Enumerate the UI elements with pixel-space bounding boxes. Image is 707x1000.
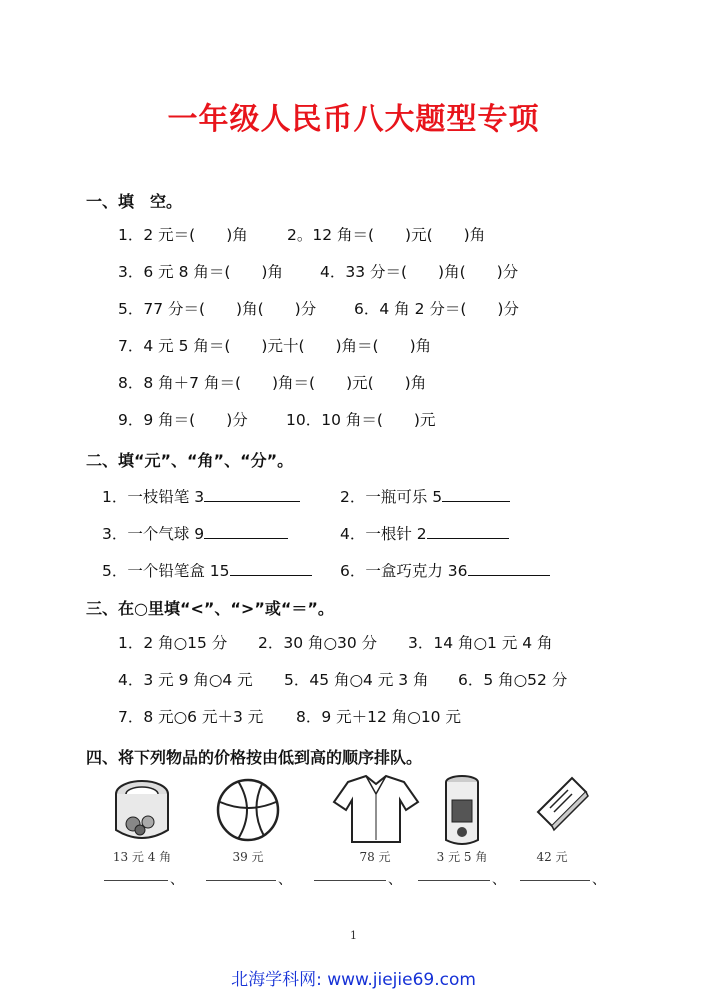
section-1-heading: 一、填 空。 xyxy=(86,192,183,211)
answer-blank[interactable] xyxy=(230,559,312,576)
question-3: 3．6 元 8 角＝( )角 xyxy=(118,263,283,281)
section-3-heading: 三、在○里填“<”、“>”或“＝”。 xyxy=(86,599,334,618)
item-price: 42 元 xyxy=(536,850,568,864)
unit-question-5: 5．一个铅笔盒 15 xyxy=(102,559,312,581)
question-6: 6．4 角 2 分＝( )分 xyxy=(354,300,519,318)
compare-question-8: 8．9 元＋12 角○10 元 xyxy=(296,708,461,726)
separator: 、 xyxy=(278,872,292,888)
item-price: 78 元 xyxy=(359,850,391,864)
item-price: 39 元 xyxy=(232,850,264,864)
unit-question-4: 4．一根针 2 xyxy=(340,522,509,544)
order-blank-3[interactable] xyxy=(314,880,386,881)
answer-blank[interactable] xyxy=(204,485,300,502)
item-drink-can xyxy=(436,772,540,902)
separator: 、 xyxy=(388,872,402,888)
question-2: 2。12 角＝( )元( )角 xyxy=(287,226,486,244)
compare-question-2: 2．30 角○30 分 xyxy=(258,634,378,652)
answer-blank[interactable] xyxy=(204,522,288,539)
question-10: 10．10 角＝( )元 xyxy=(286,411,436,429)
question-9: 9．9 角＝( )分 xyxy=(118,411,248,429)
question-4: 4．33 分＝( )角( )分 xyxy=(320,263,519,281)
pencil-box-icon xyxy=(532,772,632,848)
question-8: 8．8 角＋7 角＝( )角＝( )元( )角 xyxy=(118,374,427,392)
price-items xyxy=(100,772,620,902)
compare-question-1: 1．2 角○15 分 xyxy=(118,634,228,652)
unit-question-3: 3．一个气球 9 xyxy=(102,522,288,544)
item-shirt xyxy=(328,772,428,902)
unit-question-1: 1．一枝铅笔 3 xyxy=(102,485,300,507)
compare-question-3: 3．14 角○1 元 4 角 xyxy=(408,634,553,652)
item-price: 13 元 4 角 xyxy=(112,850,172,864)
compare-question-7: 7．8 元○6 元＋3 元 xyxy=(118,708,264,726)
separator: 、 xyxy=(492,872,506,888)
answer-blank[interactable] xyxy=(468,559,550,576)
order-blank-4[interactable] xyxy=(418,880,490,881)
unit-question-6: 6．一盒巧克力 36 xyxy=(340,559,550,581)
page-number: 1 xyxy=(350,929,357,942)
section-4-heading: 四、将下列物品的价格按由低到高的顺序排队。 xyxy=(86,748,423,767)
order-blank-5[interactable] xyxy=(520,880,590,881)
answer-blank[interactable] xyxy=(442,485,510,502)
separator: 、 xyxy=(592,872,606,888)
basketball-icon xyxy=(212,772,312,848)
answer-blank[interactable] xyxy=(427,522,509,539)
item-price: 3 元 5 角 xyxy=(436,850,488,864)
unit-question-2: 2．一瓶可乐 5 xyxy=(340,485,510,507)
order-blank-2[interactable] xyxy=(206,880,276,881)
question-7: 7．4 元 5 角＝( )元十( )角＝( )角 xyxy=(118,337,432,355)
footer-link[interactable]: 北海学科网: www.jiejie69.com xyxy=(231,970,476,990)
section-2-heading: 二、填“元”、“角”、“分”。 xyxy=(86,451,294,470)
drink-can-icon xyxy=(440,772,540,848)
question-5: 5．77 分＝( )角( )分 xyxy=(118,300,317,318)
compare-question-5: 5．45 角○4 元 3 角 xyxy=(284,671,429,689)
shirt-icon xyxy=(328,772,428,848)
separator: 、 xyxy=(170,872,184,888)
item-pencil-box xyxy=(532,772,632,902)
item-basketball xyxy=(212,772,312,902)
item-canned-fruit xyxy=(100,772,200,902)
order-blank-1[interactable] xyxy=(104,880,168,881)
compare-question-6: 6．5 角○52 分 xyxy=(458,671,568,689)
question-1: 1．2 元＝( )角 xyxy=(118,226,248,244)
canned-fruit-icon xyxy=(100,772,200,848)
compare-question-4: 4．3 元 9 角○4 元 xyxy=(118,671,253,689)
page-title: 一年级人民币八大题型专项 xyxy=(167,102,540,137)
